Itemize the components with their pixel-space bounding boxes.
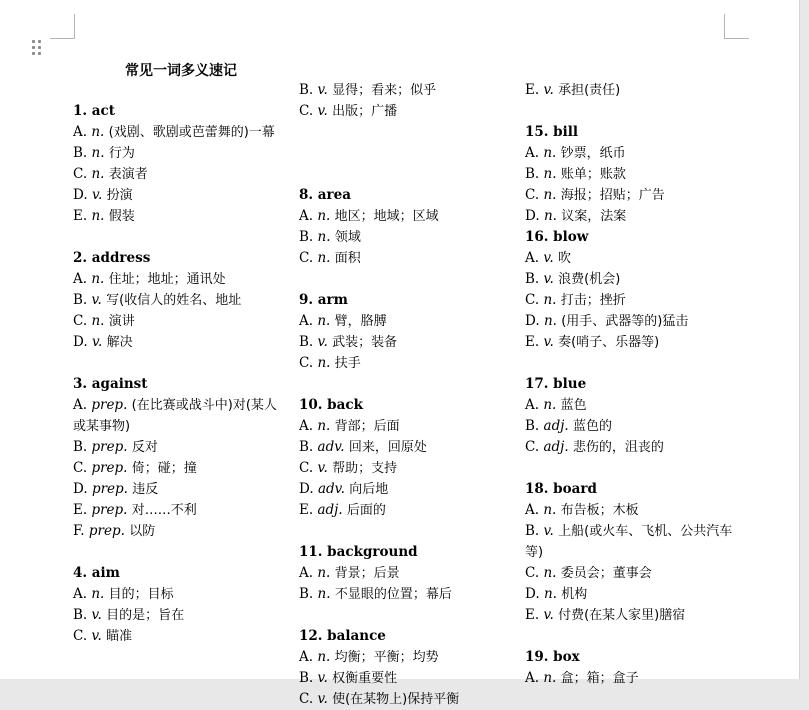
- definition-line: B. v. 目的是；旨在: [73, 607, 185, 623]
- definition-line: C. n. 扶手: [299, 355, 361, 371]
- definition-line: D. v. 解决: [73, 334, 133, 350]
- entry-heading: 11. background: [299, 544, 418, 560]
- definition-line: C. n. 表演者: [73, 166, 148, 182]
- column-3: [525, 80, 735, 689]
- definition-line: D. v. 扮演: [73, 187, 133, 203]
- definition-line: A. n. 背景；后景: [299, 565, 400, 581]
- definition-line: C. v. 出版；广播: [299, 103, 398, 119]
- definition-line: B. v. 武装；装备: [299, 334, 398, 350]
- definition-line: E. prep. 对……不利: [73, 502, 197, 518]
- definition-line: C. n. 委员会；董事会: [525, 565, 652, 581]
- column-2: [299, 80, 509, 710]
- definition-line: B. adv. 回来，回原处: [299, 439, 427, 455]
- definition-line: C. v. 瞄准: [73, 628, 133, 644]
- definition-line: A. n. 地区；地域；区域: [299, 208, 439, 224]
- definition-line: B. n. 领域: [299, 229, 361, 245]
- definition-line: A. n. 背部；后面: [299, 418, 400, 434]
- definition-line: A. n. 钞票，纸币: [525, 145, 626, 161]
- page-corner-mark-top-left: [50, 14, 75, 39]
- definition-line: E. v. 承担(责任): [525, 82, 621, 98]
- definition-line: E. v. 付费(在某人家里)膳宿: [525, 607, 686, 623]
- definition-line: D. prep. 违反: [73, 481, 159, 497]
- definition-line: C. prep. 倚；碰；撞: [73, 460, 197, 476]
- definition-line: A. n. 盒；箱；盒子: [525, 670, 639, 686]
- entry-heading: 10. back: [299, 397, 363, 413]
- definition-line: B. adj. 蓝色的: [525, 418, 612, 434]
- entry-heading: 16. blow: [525, 229, 589, 245]
- definition-line: D. n. 机构: [525, 586, 588, 602]
- entry-heading: 19. box: [525, 649, 580, 665]
- entry-heading: 15. bill: [525, 124, 579, 140]
- entry-heading: 17. blue: [525, 376, 587, 392]
- definition-line: A. n. 臂，胳膊: [299, 313, 387, 329]
- entry-heading: 8. area: [299, 187, 351, 203]
- definition-line: A. n. (戏剧、歌剧或芭蕾舞的)一幕: [73, 124, 275, 140]
- definition-line: C. adj. 悲伤的，沮丧的: [525, 439, 664, 455]
- entry-heading: 4. aim: [73, 565, 120, 581]
- drag-handle-icon[interactable]: [32, 40, 42, 56]
- definition-line: C. v. 帮助；支持: [299, 460, 398, 476]
- definition-line: A. n. 均衡；平衡；均势: [299, 649, 439, 665]
- definition-line: D. n. 议案，法案: [525, 208, 627, 224]
- definition-line: B. v. 权衡重要性: [299, 670, 398, 686]
- definition-line: B. prep. 反对: [73, 439, 158, 455]
- entry-heading: 2. address: [73, 250, 151, 266]
- entry-heading: 18. board: [525, 481, 597, 497]
- definition-line: C. v. 使(在某物上)保持平衡: [299, 691, 460, 707]
- definition-line: A. v. 吹: [525, 250, 571, 266]
- entry-heading: 3. against: [73, 376, 148, 392]
- page-corner-mark-top-right: [724, 14, 749, 39]
- entry-heading: 1. act: [73, 103, 115, 119]
- definition-line: E. v. 奏(哨子、乐器等): [525, 334, 660, 350]
- definition-line: B. v. 显得；看来；似乎: [299, 82, 437, 98]
- entry-heading: 12. balance: [299, 628, 386, 644]
- entry-heading: 9. arm: [299, 292, 348, 308]
- definition-line: C. n. 打击；挫折: [525, 292, 626, 308]
- definition-line: C. n. 海报；招贴；广告: [525, 187, 665, 203]
- definition-line: C. n. 面积: [299, 250, 361, 266]
- definition-line: E. n. 假装: [73, 208, 135, 224]
- definition-line: B. v. 写(收信人的姓名、地址: [73, 292, 242, 308]
- definition-line: A. prep. (在比赛或战斗中)对(某人或某事物): [73, 397, 277, 434]
- definition-line: A. n. 住址；地址；通讯处: [73, 271, 226, 287]
- definition-line: B. n. 不显眼的位置；幕后: [299, 586, 452, 602]
- definition-line: C. n. 演讲: [73, 313, 135, 329]
- definition-line: B. n. 账单；账款: [525, 166, 626, 182]
- definition-line: D. n. (用手、武器等的)猛击: [525, 313, 689, 329]
- definition-line: E. adj. 后面的: [299, 502, 386, 518]
- definition-line: A. n. 蓝色: [525, 397, 587, 413]
- column-1: [73, 101, 283, 647]
- document-title: 常见一词多义速记: [125, 63, 237, 79]
- definition-line: D. adv. 向后地: [299, 481, 389, 497]
- definition-line: B. n. 行为: [73, 145, 135, 161]
- definition-line: F. prep. 以防: [73, 523, 156, 539]
- definition-line: B. v. 浪费(机会): [525, 271, 621, 287]
- definition-line: A. n. 布告板；木板: [525, 502, 639, 518]
- definition-line: B. v. 上船(或火车、飞机、公共汽车等): [525, 523, 733, 560]
- definition-line: A. n. 目的；目标: [73, 586, 174, 602]
